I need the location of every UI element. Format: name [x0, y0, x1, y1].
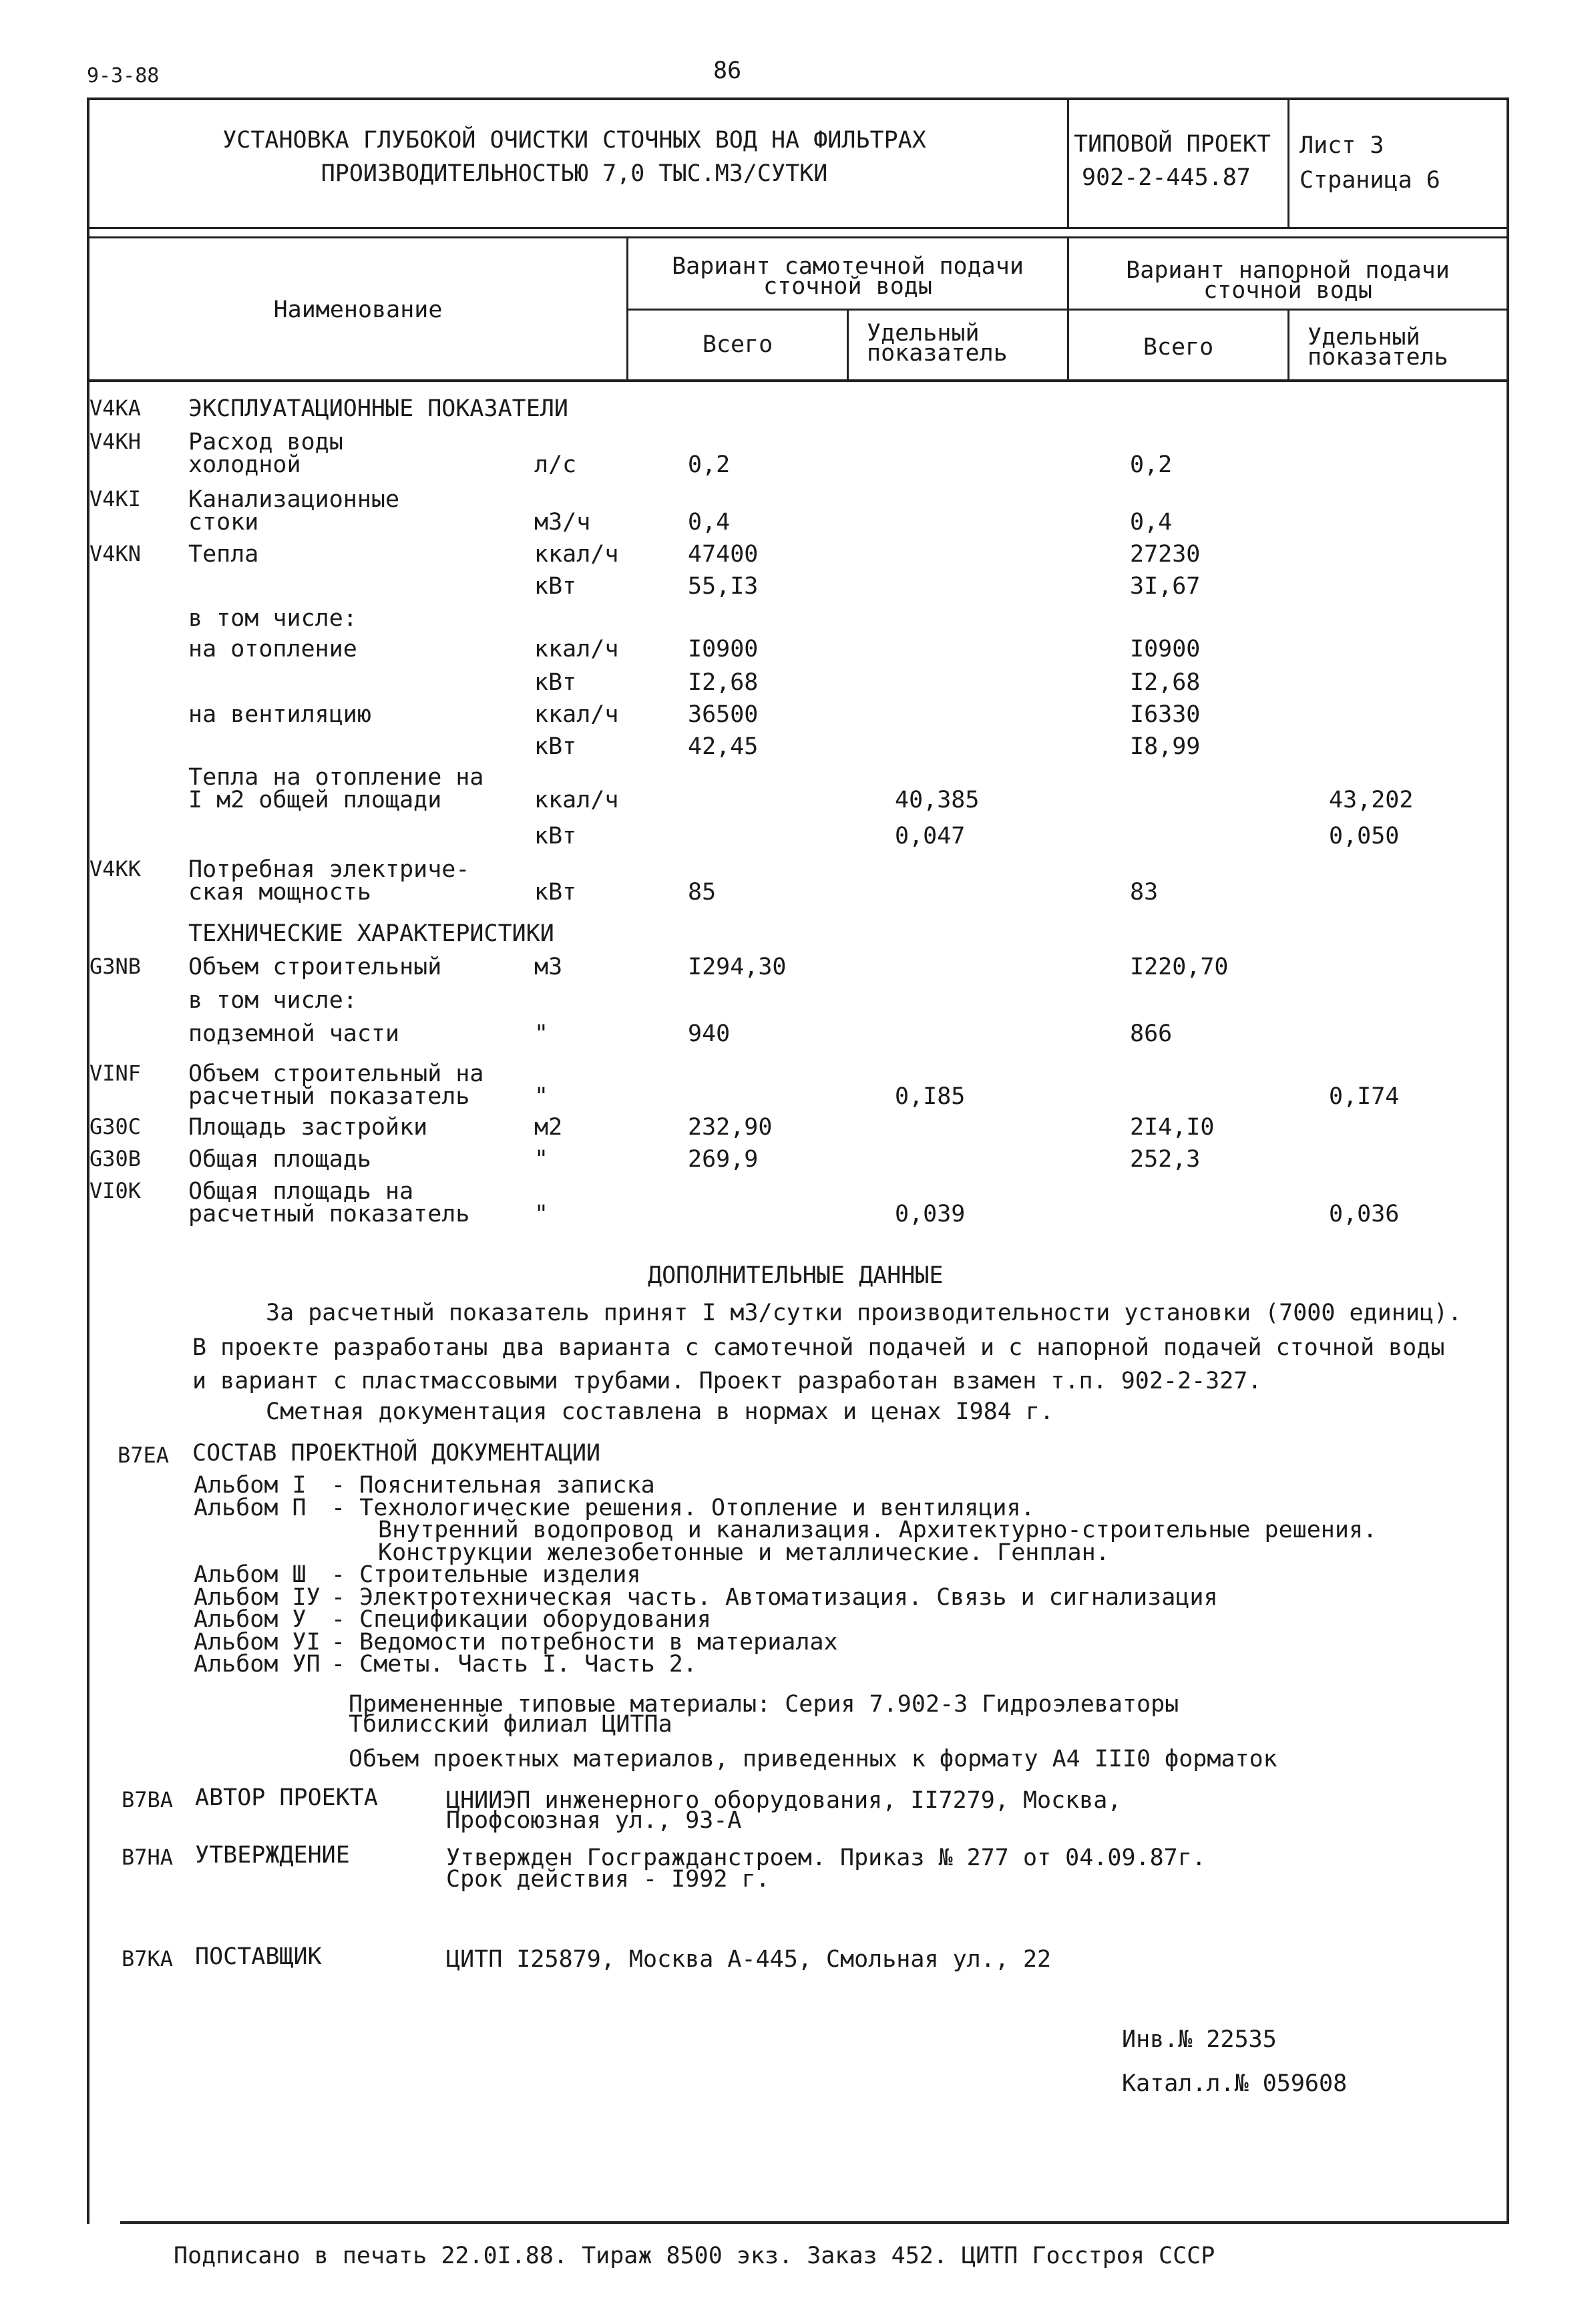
row-name: Потребная электриче- [188, 856, 470, 883]
extra-title: ДОПОЛНИТЕЛЬНЫЕ ДАННЫЕ [648, 1262, 944, 1289]
row-name: Общая площадь [188, 1146, 371, 1173]
album-name: Альбом П [194, 1494, 307, 1521]
project-label: ТИПОВОЙ ПРОЕКТ [1074, 131, 1271, 158]
row-name: Тепла [188, 541, 259, 568]
row-code: V4KI [89, 486, 142, 512]
row-gravity-total: 42,45 [688, 733, 759, 760]
hdr-bottom-line [87, 379, 1509, 382]
author-line2: Профсоюзная ул., 93-А [446, 1807, 742, 1834]
row-unit: кВт [534, 823, 577, 849]
row-pressure-total: I0900 [1130, 636, 1201, 662]
row-unit: " [534, 1146, 549, 1173]
print-footer: Подписано в печать 22.0I.88. Тираж 8500 экз. Заказ 452. ЦИТП Госстроя СССР [174, 2243, 1215, 2269]
col-pressure-header-l1: Вариант напорной подачи [1126, 257, 1450, 284]
album-description: - Сметы. Часть I. Часть 2. [331, 1651, 697, 1678]
row-pressure-total: 866 [1130, 1020, 1173, 1047]
row-gravity-total: I294,30 [688, 954, 787, 980]
row-unit: " [534, 1083, 549, 1110]
row-name: Расход воды [188, 429, 343, 455]
frame-right [1507, 98, 1509, 2224]
row-gravity-total: 36500 [688, 701, 759, 728]
row-unit: м2 [534, 1114, 563, 1141]
album-name: Альбом Ш [194, 1561, 307, 1588]
row-unit: кВт [534, 733, 577, 760]
applied-materials-1: Примененные типовые материалы: Серия 7.902-3 Гидроэлеваторы [349, 1691, 1179, 1718]
approval-label: УТВЕРЖДЕНИЕ [195, 1842, 350, 1869]
extra-p3: и вариант с пластмассовыми трубами. Проект разработан взамен т.п. 902-2-327. [192, 1368, 1262, 1394]
row-pressure-total: I8,99 [1130, 733, 1201, 760]
row-name-cont: расчетный показатель [188, 1201, 470, 1227]
row-name: в том числе: [188, 987, 357, 1014]
row-name: подземной части [188, 1020, 400, 1047]
approval-line2: Срок действия - I992 г. [446, 1866, 770, 1893]
supplier-code: B7KA [122, 1946, 174, 1971]
extra-p4: Сметная документация составлена в нормах и ценах I984 г. [266, 1398, 1054, 1425]
row-code: V4KK [89, 856, 142, 882]
album-description: - Спецификации оборудования [331, 1606, 711, 1633]
row-unit: кВт [534, 669, 577, 696]
album-description: Конструкции железобетонные и металлические. Генплан. [378, 1539, 1110, 1566]
approval-line1: Утвержден Госгражданстроем. Приказ № 277 от 04.09.87г. [446, 1845, 1206, 1871]
col-pressure-total: Всего [1143, 334, 1214, 361]
row-gravity-specific: 0,047 [895, 823, 966, 849]
row-name-cont: стоки [188, 509, 259, 536]
title-bottom-2 [87, 236, 1509, 238]
row-gravity-total: I0900 [688, 636, 759, 662]
row-unit: " [534, 1020, 549, 1047]
row-gravity-total: 232,90 [688, 1114, 773, 1141]
row-unit: ккал/ч [534, 701, 619, 728]
album-name: Альбом IУ [194, 1583, 321, 1611]
row-unit: ккал/ч [534, 636, 619, 662]
row-gravity-total: 269,9 [688, 1146, 759, 1173]
author-code: B7BA [122, 1787, 174, 1812]
row-gravity-specific: 0,039 [895, 1201, 966, 1227]
catalog-number: Катал.л.№ 059608 [1122, 2070, 1348, 2097]
col-name-header: Наименование [273, 297, 443, 323]
row-gravity-total: 85 [688, 879, 717, 906]
col-pressure-spec-l1: Удельный [1308, 324, 1420, 351]
row-gravity-specific: 0,I85 [895, 1083, 966, 1110]
row-unit: " [534, 1201, 549, 1227]
docs-code: B7EA [118, 1443, 170, 1468]
extra-p1: За расчетный показатель принят I м3/сутки производительности установки (7000 единиц). [266, 1300, 1462, 1326]
doc-title-line2: ПРОИЗВОДИТЕЛЬНОСТЬЮ 7,0 ТЫС.М3/СУТКИ [321, 160, 828, 187]
applied-materials-2: Тбилисский филиал ЦИТПа [349, 1711, 672, 1738]
album-name: Альбом УI [194, 1628, 321, 1656]
supplier-line1: ЦИТП I25879, Москва А-445, Смольная ул., 22 [446, 1946, 1052, 1973]
project-number: 902-2-445.87 [1082, 164, 1251, 191]
row-pressure-specific: 0,036 [1329, 1201, 1400, 1227]
album-description: - Электротехническая часть. Автоматизация. Связь и сигнализация [331, 1583, 1218, 1611]
row-name: Тепла на отопление на [188, 764, 484, 791]
row-name: Объем строительный на [188, 1061, 484, 1087]
album-description: - Пояснительная записка [331, 1472, 655, 1499]
frame-bottom [120, 2221, 1509, 2224]
row-pressure-specific: 0,050 [1329, 823, 1400, 849]
row-pressure-total: 83 [1130, 879, 1159, 906]
row-unit: ккал/ч [534, 541, 619, 568]
title-bottom-1 [87, 227, 1509, 229]
album-name: Альбом I [194, 1472, 307, 1499]
extra-p2: В проекте разработаны два варианта с самотечной подачей и с напорной подачей сточной воды [192, 1334, 1445, 1361]
approval-code: B7HA [122, 1845, 174, 1870]
row-code: V4KA [89, 395, 142, 421]
row-name-cont: холодной [188, 451, 301, 478]
col-pressure-spec-l2: показатель [1308, 344, 1448, 371]
page-label: Страница 6 [1300, 167, 1440, 194]
row-pressure-total: 2I4,I0 [1130, 1114, 1215, 1141]
docs-title: СОСТАВ ПРОЕКТНОЙ ДОКУМЕНТАЦИИ [192, 1440, 601, 1467]
row-pressure-total: I220,70 [1130, 954, 1229, 980]
row-pressure-total: 0,2 [1130, 451, 1173, 478]
row-gravity-total: 0,4 [688, 509, 731, 536]
author-line1: ЦНИИЭП инженерного оборудования, II7279, Москва, [446, 1787, 1122, 1814]
print-date: 9-3-88 [87, 64, 160, 87]
row-name: на вентиляцию [188, 701, 371, 728]
doc-title-line1: УСТАНОВКА ГЛУБОКОЙ ОЧИСТКИ СТОЧНЫХ ВОД НА ФИЛЬТРАХ [222, 127, 926, 154]
hdr-mid-line [626, 309, 1509, 311]
author-label: АВТОР ПРОЕКТА [195, 1784, 378, 1811]
album-description: Внутренний водопровод и канализация. Архитектурно-строительные решения. [378, 1517, 1378, 1543]
album-name: Альбом УП [194, 1651, 321, 1678]
frame-top [87, 98, 1509, 100]
row-name: на отопление [188, 636, 357, 662]
row-code: G30C [89, 1114, 142, 1139]
row-code: VI0K [89, 1178, 142, 1203]
row-code: G3NB [89, 954, 142, 979]
row-name-cont: ская мощность [188, 879, 371, 906]
album-description: - Технологические решения. Отопление и вентиляция. [331, 1494, 1035, 1521]
col-gravity-header-l2: сточной воды [763, 273, 932, 300]
row-name-cont: I м2 общей площади [188, 787, 442, 813]
row-code: V4KN [89, 541, 142, 566]
row-gravity-specific: 40,385 [895, 787, 980, 813]
row-unit: кВт [534, 573, 577, 600]
row-unit: ккал/ч [534, 787, 619, 813]
volume-text: Объем проектных материалов, приведенных к формату А4 III0 форматок [349, 1746, 1277, 1772]
row-name: ЭКСПЛУАТАЦИОННЫЕ ПОКАЗАТЕЛИ [188, 395, 568, 422]
supplier-label: ПОСТАВЩИК [195, 1943, 322, 1970]
row-unit: л/с [534, 451, 577, 478]
row-pressure-total: 252,3 [1130, 1146, 1201, 1173]
title-divider-1 [1067, 98, 1069, 228]
col-gravity-spec-l1: Удельный [867, 320, 980, 347]
page-number: 86 [713, 57, 742, 84]
row-unit: м3 [534, 954, 563, 980]
row-pressure-total: 3I,67 [1130, 573, 1201, 600]
row-pressure-specific: 0,I74 [1329, 1083, 1400, 1110]
album-description: - Строительные изделия [331, 1561, 641, 1588]
col-gravity-header-l1: Вариант самотечной подачи [672, 253, 1024, 280]
row-name: ТЕХНИЧЕСКИЕ ХАРАКТЕРИСТИКИ [188, 920, 554, 947]
row-name: Объем строительный [188, 954, 442, 980]
row-name: в том числе: [188, 605, 357, 632]
row-pressure-total: 27230 [1130, 541, 1201, 568]
row-pressure-specific: 43,202 [1329, 787, 1414, 813]
row-name: Канализационные [188, 486, 400, 513]
album-description: - Ведомости потребности в материалах [331, 1628, 838, 1656]
hdr-div-4 [1287, 309, 1289, 381]
row-gravity-total: I2,68 [688, 669, 759, 696]
row-pressure-total: I2,68 [1130, 669, 1201, 696]
row-pressure-total: I6330 [1130, 701, 1201, 728]
col-gravity-total: Всего [702, 331, 773, 358]
row-pressure-total: 0,4 [1130, 509, 1173, 536]
sheet-label: Лист 3 [1300, 132, 1384, 159]
hdr-div-2 [847, 309, 849, 381]
row-gravity-total: 55,I3 [688, 573, 759, 600]
row-gravity-total: 940 [688, 1020, 731, 1047]
row-code: V4KH [89, 429, 142, 454]
album-name: Альбом У [194, 1606, 307, 1633]
row-gravity-total: 0,2 [688, 451, 731, 478]
row-unit: кВт [534, 879, 577, 906]
col-pressure-header-l2: сточной воды [1203, 277, 1372, 304]
row-name: Общая площадь на [188, 1178, 414, 1205]
col-gravity-spec-l2: показатель [867, 340, 1008, 367]
title-divider-2 [1287, 98, 1289, 228]
row-code: VINF [89, 1061, 142, 1086]
row-code: G30B [89, 1146, 142, 1171]
row-name-cont: расчетный показатель [188, 1083, 470, 1110]
row-gravity-total: 47400 [688, 541, 759, 568]
row-unit: м3/ч [534, 509, 591, 536]
inventory-number: Инв.№ 22535 [1122, 2026, 1277, 2053]
row-name: Площадь застройки [188, 1114, 428, 1141]
